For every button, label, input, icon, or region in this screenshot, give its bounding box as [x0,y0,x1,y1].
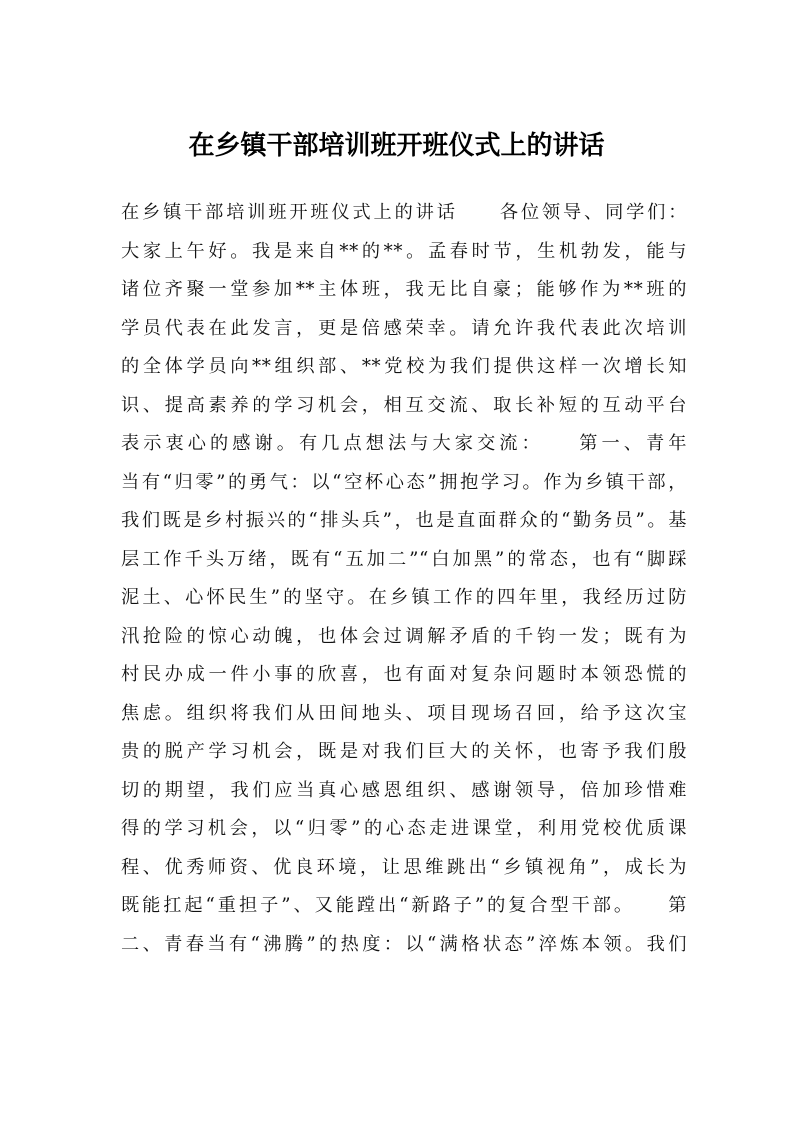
body-line: 学员代表在此发言，更是倍感荣幸。请允许我代表此次培训 [121,317,687,339]
body-line: 我们既是乡村振兴的“排头兵”，也是直面群众的“勤务员”。基 [121,510,687,531]
body-line: 二、青春当有“沸腾”的热度：以“满格状态”淬炼本领。我们 [121,933,687,955]
body-line: 的全体学员向**组织部、**党校为我们提供这样一次增长知 [121,356,687,377]
body-line: 泥土、心怀民生”的坚守。在乡镇工作的四年里，我经历过防 [121,587,687,608]
body-line: 层工作千头万绪，既有“五加二”“白加黑”的常态，也有“脚踩 [121,548,687,570]
body-line: 大家上午好。我是来自**的**。孟春时节，生机勃发，能与 [121,240,687,262]
body-line: 汛抢险的惊心动魄，也体会过调解矛盾的千钧一发；既有为 [121,625,687,647]
body-line: 程、优秀师资、优良环境，让思维跳出“乡镇视角”，成长为 [121,856,687,878]
body-line: 当有“归零”的勇气：以“空杯心态”拥抱学习。作为乡镇干部， [121,471,687,493]
body-line: 在乡镇干部培训班开班仪式上的讲话 各位领导、同学们： [121,202,687,223]
speech-body [121,194,687,964]
document-title: 在乡镇干部培训班开班仪式上的讲话 [188,131,605,161]
body-line: 焦虑。组织将我们从田间地头、项目现场召回，给予这次宝 [121,702,687,724]
body-line: 既能扛起“重担子”、又能蹚出“新路子”的复合型干部。 第 [121,895,687,916]
body-line: 识、提高素养的学习机会，相互交流、取长补短的互动平台 [121,394,687,416]
body-line: 村民办成一件小事的欣喜，也有面对复杂问题时本领恐慌的 [121,664,687,685]
body-line: 切的期望，我们应当真心感恩组织、感谢领导，倍加珍惜难 [121,779,687,801]
body-line: 贵的脱产学习机会，既是对我们巨大的关怀，也寄予我们殷 [121,741,687,762]
body-line: 表示衷心的感谢。有几点想法与大家交流： 第一、青年 [121,433,687,454]
body-line: 诸位齐聚一堂参加**主体班，我无比自豪；能够作为**班的 [121,279,687,300]
body-line: 得的学习机会，以“归零”的心态走进课堂，利用党校优质课 [121,818,687,839]
